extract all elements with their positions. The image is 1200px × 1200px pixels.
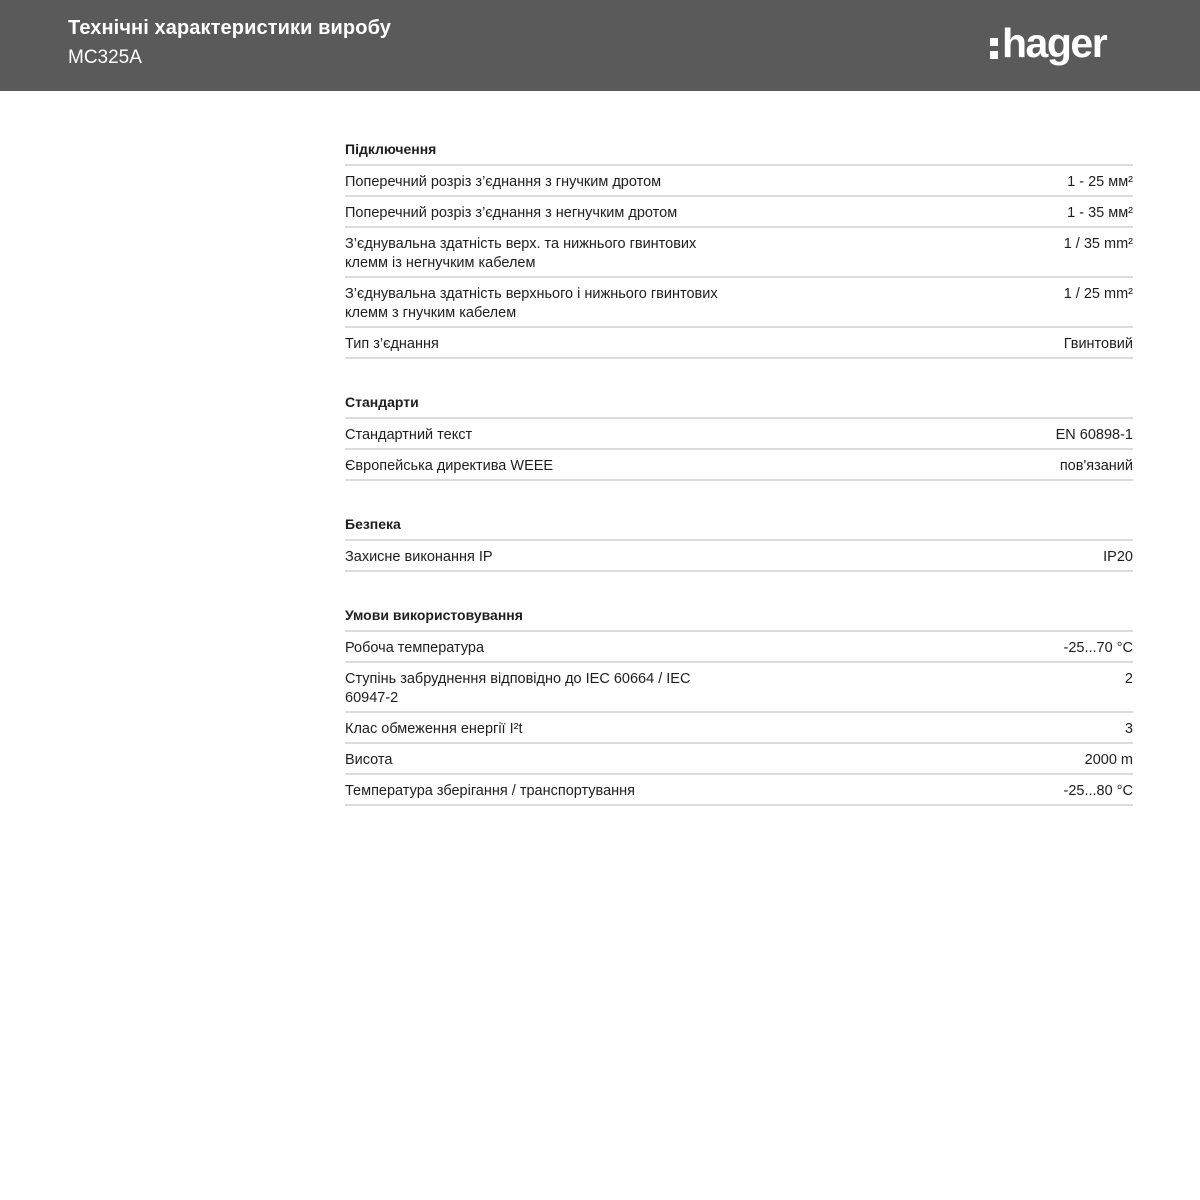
- spec-row: [345, 197, 1133, 228]
- section-title: Стандарти: [345, 389, 1133, 419]
- section-usage-conditions: [345, 602, 1133, 806]
- spec-content: [345, 136, 1133, 806]
- spec-row: [345, 419, 1133, 450]
- spec-value: пов'язаний: [1059, 458, 1133, 474]
- spec-value: Гвинтовий: [1063, 336, 1133, 352]
- spec-label: Температура зберігання / транспортування: [345, 783, 636, 799]
- hager-logo: [988, 22, 1128, 68]
- spec-label: Тип з’єднання: [345, 336, 439, 352]
- product-code: MC325A: [68, 47, 142, 68]
- page-title: Технічні характеристики виробу: [68, 17, 391, 39]
- spec-label: Захисне виконання IP: [345, 549, 493, 565]
- spec-value: 2: [1124, 671, 1133, 687]
- spec-label: Ступінь забруднення відповідно до IEC 60664 / IEC 60947-2: [345, 671, 691, 706]
- spec-value: 1 - 35 мм²: [1067, 205, 1133, 221]
- spec-row: [345, 775, 1133, 806]
- spec-value: 3: [1124, 721, 1133, 737]
- spec-row: [345, 541, 1133, 572]
- spec-label: Поперечний розріз з’єднання з гнучким дротом: [345, 174, 662, 190]
- logo-wordmark: hager: [1002, 20, 1107, 66]
- spec-value: 1 / 35 mm²: [1063, 236, 1133, 252]
- spec-row: [345, 713, 1133, 744]
- spec-label: Висота: [345, 752, 393, 768]
- logo-colon-dot-top: [990, 38, 998, 46]
- spec-row: [345, 744, 1133, 775]
- spec-label: З’єднувальна здатність верх. та нижнього гвинтових клемм із негнучким кабелем: [345, 236, 697, 271]
- spec-row: [345, 228, 1133, 278]
- spec-label: Європейська директива WEEE: [345, 458, 554, 474]
- spec-row: [345, 632, 1133, 663]
- spec-row: [345, 663, 1133, 713]
- spec-label: Стандартний текст: [345, 427, 473, 443]
- section-connection: [345, 136, 1133, 359]
- spec-value: IP20: [1103, 549, 1133, 565]
- section-safety: [345, 511, 1133, 572]
- section-title: Умови використовування: [345, 602, 1133, 632]
- spec-row: [345, 328, 1133, 359]
- spec-row: [345, 278, 1133, 328]
- spec-label: Поперечний розріз з’єднання з негнучким дротом: [345, 205, 678, 221]
- spec-value: EN 60898-1: [1055, 427, 1133, 443]
- section-title: Безпека: [345, 511, 1133, 541]
- spec-value: -25...80 °C: [1063, 783, 1133, 799]
- spec-value: 1 - 25 мм²: [1067, 174, 1133, 190]
- page-header: [0, 0, 1200, 91]
- section-title: Підключення: [345, 136, 1133, 166]
- spec-label: З’єднувальна здатність верхнього і нижнього гвинтових клемм з гнучким кабелем: [345, 286, 718, 321]
- section-gap: [345, 359, 1133, 389]
- section-gap: [345, 481, 1133, 511]
- section-standards: [345, 389, 1133, 481]
- spec-row: [345, 166, 1133, 197]
- spec-value: 1 / 25 mm²: [1063, 286, 1133, 302]
- spec-label: Клас обмеження енергії I²t: [345, 721, 523, 737]
- section-gap: [345, 572, 1133, 602]
- spec-row: [345, 450, 1133, 481]
- spec-label: Робоча температура: [345, 640, 485, 656]
- spec-value: 2000 m: [1084, 752, 1133, 768]
- logo-colon-dot-bottom: [990, 51, 998, 59]
- spec-value: -25...70 °C: [1063, 640, 1133, 656]
